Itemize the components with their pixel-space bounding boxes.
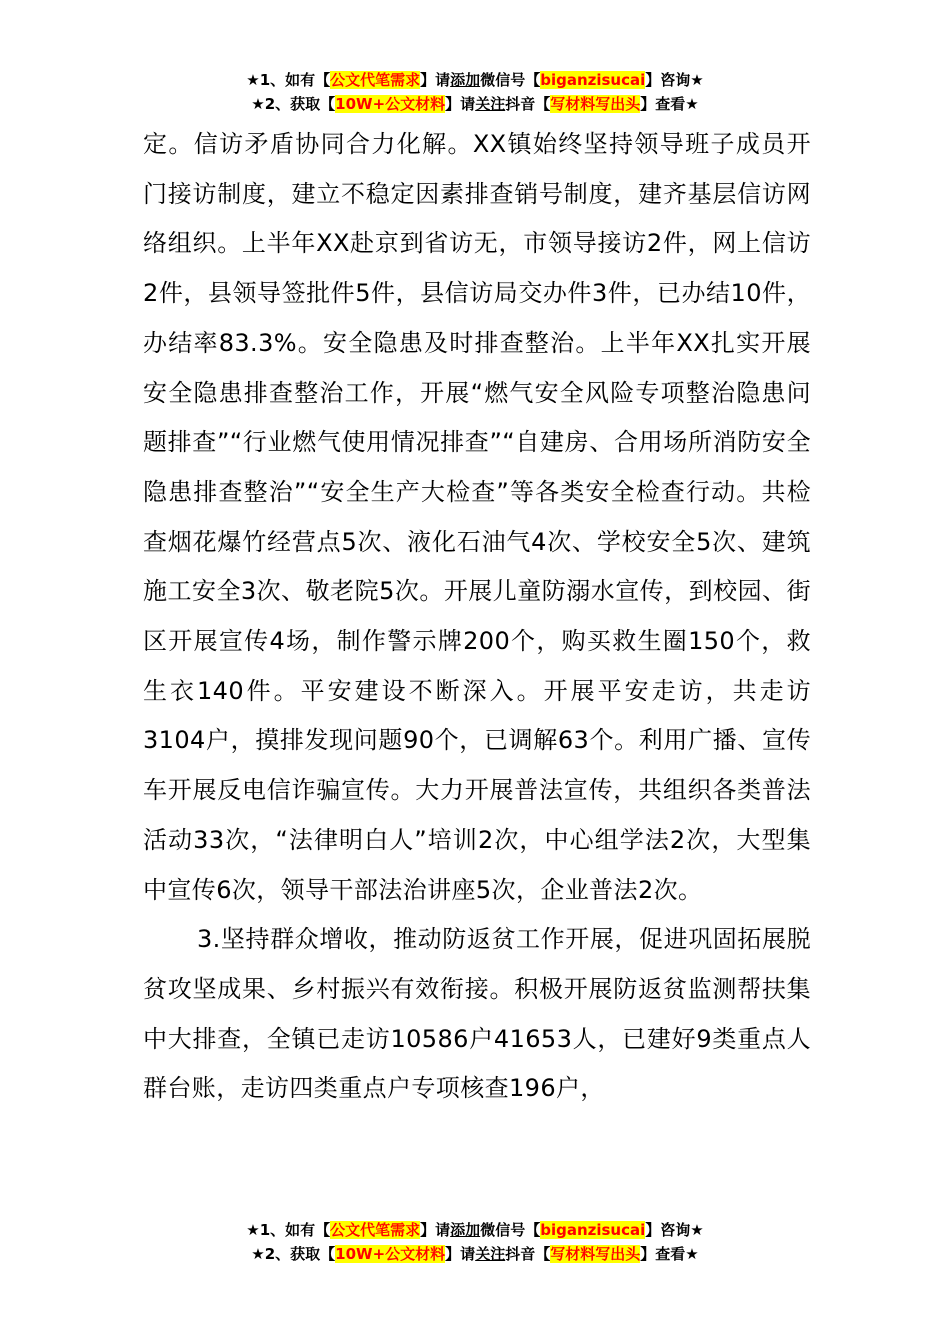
star-icon: ★ <box>685 1245 699 1263</box>
star-icon: ★ <box>690 71 704 89</box>
body-paragraph: 定。信访矛盾协同合力化解。XX镇始终坚持领导班子成员开门接访制度，建立不稳定因素排查销号制度，建齐基层信访网络组织。上半年XX赴京到省访无，市领导接访2件，网上信访2件，县领导签批件5件，县信访局交办件3件，已办结10件，办结率83.3%。安全隐患及时排查整治。上半年XX扎实开展安全隐患排查整治工作，开展“燃气安全风险专项整治隐患问题排查”“行业燃气使用情况排查”“自建房、合用场所消防安全隐患排查整治”“安全生产大检查”等各类安全检查行动。共检查烟花爆竹经营点5次、液化石油气4次、学校安全5次、建筑施工安全3次、敬老院5次。开展儿童防溺水宣传，到校园、街区开展宣传4场，制作警示牌200个，购买救生圈150个，救生衣140件。平安建设不断深入。开展平安走访，共走访3104户，摸排发现问题90个，已调解63个。利用广播、宣传车开展反电信诈骗宣传。大力开展普法宣传，共组织各类普法活动33次，“法律明白人”培训2次，中心组学法2次，大型集中宣传6次，领导干部法治讲座5次，企业普法2次。 <box>143 130 811 904</box>
banner-text: 】请 <box>420 1221 451 1239</box>
banner-line-2 <box>0 1242 950 1266</box>
banner-text: 微信号【 <box>480 1221 541 1239</box>
highlight-materials: 10W+公文材料 <box>335 95 446 113</box>
banner-underlined-text: 添加 <box>450 1221 481 1239</box>
body-paragraph-section-3: 3.坚持群众增收，推动防返贫工作开展，促进巩固拓展脱贫攻坚成果、乡村振兴有效衔接。积极开展防返贫监测帮扶集中大排查，全镇已走访10586户41653人，已建好9类重点人群台账，走访四类重点户专项核查196户， <box>143 925 811 1103</box>
banner-line-1 <box>0 68 950 92</box>
document-body <box>143 120 811 1114</box>
banner-underlined-text: 关注 <box>475 1245 506 1263</box>
highlight-douyin-account: 写材料写出头 <box>550 1245 641 1263</box>
highlight-douyin-account: 写材料写出头 <box>550 95 641 113</box>
banner-line-1 <box>0 1218 950 1242</box>
footer-banner <box>0 1218 950 1266</box>
star-icon: ★ <box>685 95 699 113</box>
banner-text: 抖音【 <box>505 95 551 113</box>
banner-text: 抖音【 <box>505 1245 551 1263</box>
banner-text: 】咨询 <box>645 71 691 89</box>
star-icon: ★ <box>246 1221 260 1239</box>
highlight-wechat-id: biganzisucai <box>540 71 646 89</box>
banner-underlined-text: 添加 <box>450 71 481 89</box>
banner-text: 1、如有【 <box>259 71 331 89</box>
star-icon: ★ <box>246 71 260 89</box>
banner-line-2 <box>0 92 950 116</box>
header-banner <box>0 68 950 116</box>
star-icon: ★ <box>251 95 265 113</box>
banner-text: 】查看 <box>640 1245 686 1263</box>
banner-text: 】咨询 <box>645 1221 691 1239</box>
banner-text: 1、如有【 <box>259 1221 331 1239</box>
banner-text: 】请 <box>445 1245 476 1263</box>
highlight-wechat-id: biganzisucai <box>540 1221 646 1239</box>
banner-text: 微信号【 <box>480 71 541 89</box>
highlight-service: 公文代笔需求 <box>330 1221 421 1239</box>
banner-text: 】查看 <box>640 95 686 113</box>
banner-text: 2、获取【 <box>264 1245 336 1263</box>
banner-underlined-text: 关注 <box>475 95 506 113</box>
banner-text: 2、获取【 <box>264 95 336 113</box>
banner-text: 】请 <box>445 95 476 113</box>
highlight-service: 公文代笔需求 <box>330 71 421 89</box>
banner-text: 】请 <box>420 71 451 89</box>
star-icon: ★ <box>251 1245 265 1263</box>
highlight-materials: 10W+公文材料 <box>335 1245 446 1263</box>
star-icon: ★ <box>690 1221 704 1239</box>
